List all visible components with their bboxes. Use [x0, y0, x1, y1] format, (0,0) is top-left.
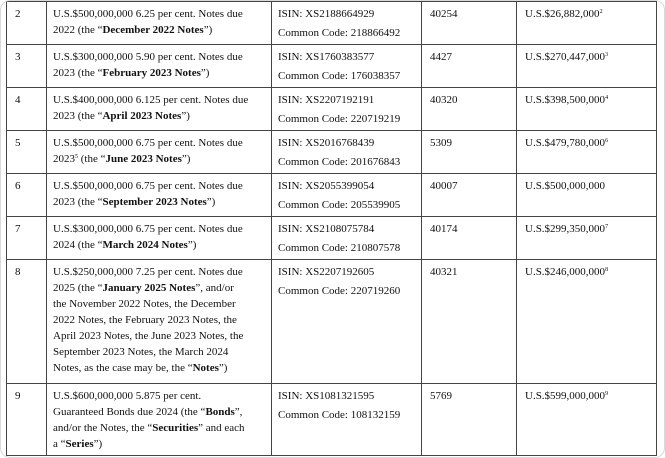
outstanding-amount — [517, 217, 657, 260]
description-text: 2023 (the “ — [53, 196, 103, 208]
identifiers — [272, 2, 422, 45]
identifiers — [272, 45, 422, 88]
description-text: ”) — [181, 110, 190, 122]
security-description — [47, 2, 272, 45]
security-description — [47, 217, 272, 260]
description-text: December 2022 Notes — [102, 24, 204, 36]
identifiers — [272, 131, 422, 174]
description-text: April 2023 Notes, the June 2023 Notes, the — [53, 330, 244, 342]
description-text: Notes, as the case may be, the “ — [53, 362, 193, 374]
description-text: U.S.$500,000,000 6.25 per cent. Notes due — [53, 8, 243, 20]
identifiers — [272, 174, 422, 217]
common-code: Common Code: 220719260 — [278, 285, 401, 297]
isin-code: ISIN: XS2207192191 — [278, 94, 375, 106]
common-code: Common Code: 218866492 — [278, 27, 401, 39]
description-text: June 2023 Notes — [105, 153, 182, 165]
description-text: September 2023 Notes — [102, 196, 207, 208]
description-text: ” and each — [198, 422, 245, 434]
amount-code: 40174 — [422, 217, 517, 260]
footnote-marker: 2 — [599, 9, 603, 15]
isin-code: ISIN: XS1081321595 — [278, 390, 375, 402]
amount-code: 40007 — [422, 174, 517, 217]
common-code: Common Code: 220719219 — [278, 113, 401, 125]
series-number: 2 — [7, 2, 47, 45]
description-text: 2023 (the “ — [53, 110, 103, 122]
outstanding-value: U.S.$299,350,000 — [525, 223, 606, 235]
description-text: Notes — [192, 362, 219, 374]
table-row — [7, 2, 657, 45]
common-code: Common Code: 205539905 — [278, 199, 401, 211]
common-code: Common Code: 201676843 — [278, 156, 401, 168]
description-text: U.S.$250,000,000 7.25 per cent. Notes due — [53, 266, 243, 278]
footnote-marker: 6 — [605, 138, 609, 144]
description-text: U.S.$600,000,000 5.875 per cent. — [53, 390, 202, 402]
table-row — [7, 88, 657, 131]
description-text: U.S.$300,000,000 5.90 per cent. Notes due — [53, 51, 243, 63]
description-text: ”) — [200, 67, 210, 79]
outstanding-amount — [517, 384, 657, 456]
description-text: ”) — [187, 239, 197, 251]
series-number: 7 — [7, 217, 47, 260]
description-text: 2024 (the “ — [53, 239, 103, 251]
table-row — [7, 260, 657, 384]
description-text: 2023 (the “ — [53, 67, 103, 79]
outstanding-amount — [517, 260, 657, 384]
series-number: 4 — [7, 88, 47, 131]
securities-table — [6, 1, 657, 456]
description-text: U.S.$500,000,000 6.75 per cent. Notes due — [53, 180, 243, 192]
description-text: 2022 Notes, the February 2023 Notes, the — [53, 314, 237, 326]
outstanding-value: U.S.$599,000,000 — [525, 390, 606, 402]
description-text: Bonds — [205, 406, 235, 418]
outstanding-amount — [517, 174, 657, 217]
amount-code: 40254 — [422, 2, 517, 45]
description-text: ”) — [203, 24, 213, 36]
amount-code: 5309 — [422, 131, 517, 174]
description-text: (the “ — [78, 153, 106, 165]
amount-code: 5769 — [422, 384, 517, 456]
description-text: ”, — [234, 406, 243, 418]
description-text: a “ — [53, 438, 66, 450]
description-text: 2025 (the “ — [53, 282, 103, 294]
security-description — [47, 174, 272, 217]
outstanding-amount — [517, 2, 657, 45]
description-text: ”) — [206, 196, 216, 208]
outstanding-amount — [517, 45, 657, 88]
description-text: 5 — [75, 154, 78, 160]
identifiers — [272, 217, 422, 260]
table-row — [7, 384, 657, 456]
description-text: March 2024 Notes — [102, 239, 188, 251]
outstanding-value: U.S.$398,500,000 — [525, 94, 606, 106]
description-text: U.S.$400,000,000 6.125 per cent. Notes due — [53, 94, 249, 106]
description-text: January 2025 Notes — [102, 282, 196, 294]
outstanding-amount — [517, 88, 657, 131]
isin-code: ISIN: XS2108075784 — [278, 223, 375, 235]
description-text: February 2023 Notes — [102, 67, 201, 79]
isin-code: ISIN: XS2016768439 — [278, 137, 375, 149]
series-number: 9 — [7, 384, 47, 456]
description-text: the November 2022 Notes, the December — [53, 298, 236, 310]
description-text: September 2023 Notes, the March 2024 — [53, 346, 229, 358]
table-row — [7, 174, 657, 217]
common-code: Common Code: 210807578 — [278, 242, 401, 254]
series-number: 6 — [7, 174, 47, 217]
outstanding-value: U.S.$26,882,000 — [525, 8, 600, 20]
description-text: ”) — [93, 438, 103, 450]
amount-code: 4427 — [422, 45, 517, 88]
security-description — [47, 88, 272, 131]
footnote-marker: 9 — [605, 391, 609, 397]
outstanding-value: U.S.$246,000,000 — [525, 266, 606, 278]
table-row — [7, 45, 657, 88]
description-text: and/or the Notes, the “ — [53, 422, 153, 434]
isin-code: ISIN: XS2188664929 — [278, 8, 375, 20]
security-description — [47, 260, 272, 384]
description-text: April 2023 Notes — [102, 110, 182, 122]
common-code: Common Code: 176038357 — [278, 70, 401, 82]
footnote-marker: 3 — [605, 52, 609, 58]
identifiers — [272, 88, 422, 131]
description-text: ”) — [218, 362, 228, 374]
description-text: Securities — [152, 422, 199, 434]
description-text: ”, and/or — [195, 282, 234, 294]
series-number: 5 — [7, 131, 47, 174]
footnote-marker: 7 — [605, 224, 609, 230]
table-row — [7, 217, 657, 260]
security-description — [47, 45, 272, 88]
outstanding-value: U.S.$500,000,000 — [525, 180, 606, 192]
security-description — [47, 384, 272, 456]
identifiers — [272, 384, 422, 456]
outstanding-amount — [517, 131, 657, 174]
outstanding-value: U.S.$479,780,000 — [525, 137, 606, 149]
footnote-marker: 8 — [605, 267, 609, 273]
common-code: Common Code: 108132159 — [278, 409, 401, 421]
amount-code: 40320 — [422, 88, 517, 131]
description-text: Guaranteed Bonds due 2024 (the “ — [53, 406, 206, 418]
description-text: ”) — [181, 153, 191, 165]
isin-code: ISIN: XS2207192605 — [278, 266, 375, 278]
amount-code: 40321 — [422, 260, 517, 384]
series-number: 3 — [7, 45, 47, 88]
outstanding-value: U.S.$270,447,000 — [525, 51, 606, 63]
footnote-marker: 4 — [605, 95, 609, 101]
identifiers — [272, 260, 422, 384]
description-text: 2022 (the “ — [53, 24, 103, 36]
series-number: 8 — [7, 260, 47, 384]
isin-code: ISIN: XS1760383577 — [278, 51, 375, 63]
description-text: U.S.$500,000,000 6.75 per cent. Notes due — [53, 137, 243, 149]
security-description — [47, 131, 272, 174]
description-text: U.S.$300,000,000 6.75 per cent. Notes due — [53, 223, 243, 235]
isin-code: ISIN: XS2055399054 — [278, 180, 375, 192]
description-text: Series — [65, 438, 94, 450]
table-row — [7, 131, 657, 174]
description-text: 2023 — [53, 153, 75, 165]
